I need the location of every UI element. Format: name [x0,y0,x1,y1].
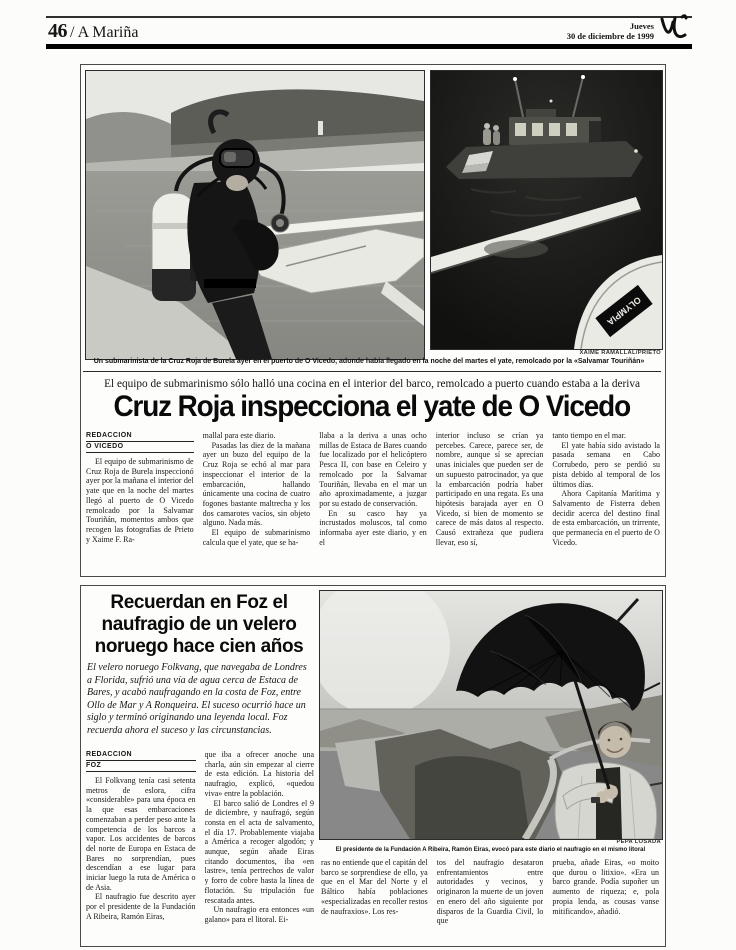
article-paragraph: tos del naufragio desataron enfrentamientos entre autoridades y vecinos, y originaron la muerte de un joven en enero del año siguiente por disparos de la Guardia Civil, lo que [436,858,544,926]
face [599,726,631,758]
article-paragraph: Un naufragio era entonces «un galano» para el litoral. Ei- [204,905,314,924]
column-4 [437,858,544,940]
page-number: 46 [48,20,67,42]
article-paragraph: Ahora Capitanía Marítima y Salvamento de Fisterra deben decidir acerca del destino final de esta embarcación, un trirrente, que permanecía en el puerto de O Vicedo. [552,489,660,547]
article-body-bottom [321,858,659,940]
article-paragraph: interior incluso se crían ya percebes. Carece, parece ser, de nombre, aunque sí se aprecian unas iniciales que pueden ser de un supuesto patrocinador, ya que la embarcación podría haber participado en una regata. Es una hipótesis barajada ayer en O Vicedo, si bien de momento se carece de más datos al respecto. Causó extrañeza que pudiera llevar, eso sí, [435,431,544,547]
dateline: FOZ [86,761,196,772]
article-cruz-roja [80,64,666,577]
byline: REDACCIÓN [86,750,196,761]
masthead-bottom-rule [46,44,692,49]
article-body [86,431,660,571]
umbrella-man-photo [319,590,663,840]
article-subhead: El equipo de submarinismo sólo halló una cocina en el interior del barco, remolcado a puerto cuando estaba a la deriva [104,376,640,390]
weekday-label: Jueves [629,21,654,31]
column-5 [552,431,660,571]
byline: REDACCIÓN [86,431,194,442]
article-naufragio-foz [80,585,666,947]
column-3 [319,431,427,571]
article-paragraph: En su casco hay ya incrustados moluscos, tal como informaba ayer este diario, y en el [319,508,427,547]
article-paragraph: El equipo de submarinismo de Cruz Roja de Burela inspeccionó ayer por la mañana el interior del yate que en la noche del martes llegó al puerto de O Vicedo remolcado por la Salvamar Touriñán, momentos ambos que recogen las fotografías de Prieto y Xaime F. Ra- [86,457,194,544]
newspaper-logo-icon [658,13,690,43]
article-paragraph: El Folkvang tenía casi setenta metros de eslora, cifra «considerable» para una época en la que esas embarcaciones comenzaban a perder peso ante la competencia de los barcos a vapor. Los accidentes de barcos del norte de Europa en Estaca de Bares no sorprendían, pues descendían a ese lugar para iniciar luego la ruta de América o de Asia. [86,776,196,892]
masthead-date [567,21,654,41]
photo-caption: Un submarinista de la Cruz Roja de Burela ayer en el puerto de O Vicedo, adonde había llegado en la noche del martes el yate, remolcado por la «Salvamar Touriñán» [93,358,645,365]
article-paragraph: llaba a la deriva a unas ocho millas de Estaca de Bares cuando fue localizado por el helicóptero Pesca II, con base en Celeiro y remolcado por la Salvamar Touriñán, llevaba en el mar un año aproximadamente, a juzgar por su estado de conservación. [319,431,427,508]
column-2 [203,431,311,571]
article-paragraph: El equipo de submarinismo calcula que el yate, que se ha- [202,528,311,547]
byline-block [86,431,194,453]
diver-photo [85,70,425,360]
article-paragraph: tanto tiempo en el mar. [552,431,626,440]
night-towing-photo [430,70,663,350]
article-paragraph: El yate había sido avistado la pasada semana en Cabo Corrubedo, pero se perdió su pista debido al temporal de los últimos días. [552,440,660,489]
article-paragraph: Pasadas las diez de la mañana ayer un buzo del equipo de la Cruz Roja se echó al mar para inspeccionar el interior de la embarcación, hallando únicamente una cocina de cuatro fogones bastante maltrecha y los dos camarotes vacíos, sin objeto alguno. Nada más. [202,440,311,528]
column-5 [552,858,659,940]
article-paragraph: mallal para este diario. [202,431,276,440]
section-name: / A Mariña [70,24,139,41]
photo-caption: El presidente de la Fundación A Ribeira, Ramón Eiras, evocó para este diario el naufragio en el mismo litoral [335,846,645,853]
divider [83,371,661,372]
article-paragraph: El barco salió de Londres el 9 de diciembre, y naufragó, según consta en el acta de salvamento, el día 17. Probablemente viajaba a América a recoger algodón; y aunque, según añade Eiras citando documentos, iba «en lastre», tenía pertrechos de valor y forro de cobre hasta la línea de flotación. Su tripulación fue rescatada antes. [204,798,314,905]
column-1 [86,750,196,940]
column-3 [321,858,428,940]
article-paragraph: El naufragio fue descrito ayer por el presidente de la Fundación A Ribeira, Ramón Eiras, [86,892,196,921]
byline-block [86,750,196,772]
article-body-left [86,750,314,940]
column-4 [436,431,544,571]
article-paragraph: ras no entiende que el capitán del barco se sorprendiese de ello, ya que en el Mar del Norte y el Báltico había poblaciones «especializadas en recoller restos de naufraxios». Los res- [321,858,428,916]
column-2 [205,750,315,940]
masthead-top-rule [46,16,692,18]
column-1 [86,431,194,571]
photo-credit: PEPA LOSADA [616,839,661,845]
photo-credit: XAIME RAMALLAL/PRIETO [579,350,661,356]
article-paragraph: prueba, añade Eiras, «o moito que durou o litixio». «Era un barco grande. Podía supoñer un aumento de riqueza; e, pola propia lenda, as cousas vanse mitificando», añadió. [552,858,660,916]
date-label: 30 de diciembre de 1999 [566,31,654,41]
article-paragraph: que iba a ofrecer anoche una charla, aún sin empezar al cierre de esta edición. La historia del naufragio, explicó, «quedou viva» entre la población. [204,750,314,798]
masthead-section [48,20,138,43]
article-lead: El velero noruego Folkvang, que navegaba de Londres a Florida, sufrió una vía de agua cerca de Estaca de Bares, y acabó naufragando en la costa de Foz, entre Ollo de Mar y A Ronqueira. El suceso ocurrió hace un siglo y terminó originando una leyenda local. Foz recuerda ahora el suceso y las circunstancias. [87,662,307,736]
svg-text:OLYMPIA: OLYMPIA [605,294,643,328]
lighthouse [318,121,323,135]
article-headline: Recuerdan en Foz el naufragio de un velero noruego hace cien años [94,592,304,657]
article-headline: Cruz Roja inspecciona el yate de O Vicedo [113,390,631,423]
dateline: O VICEDO [86,442,194,453]
